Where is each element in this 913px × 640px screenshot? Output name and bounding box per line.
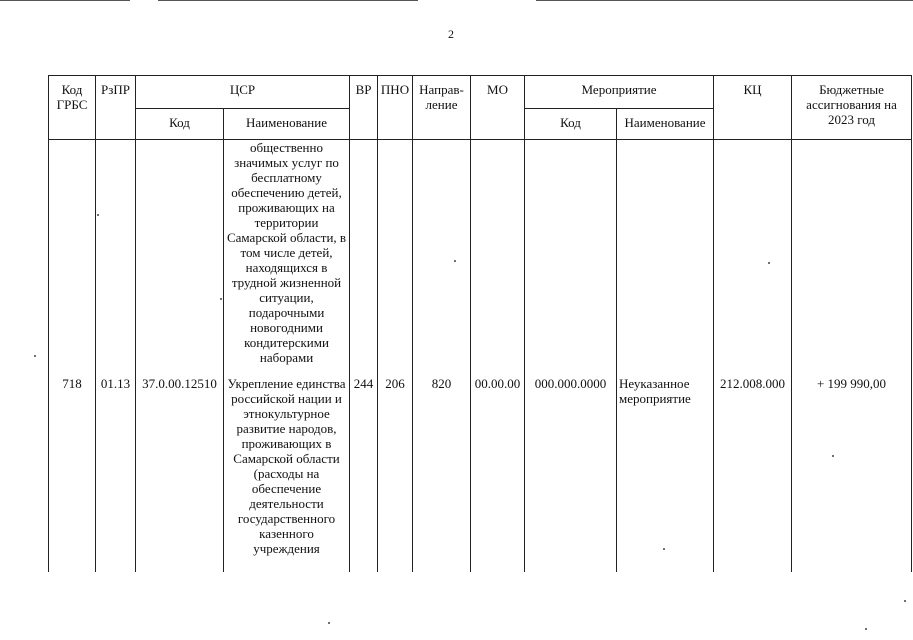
- budget-allocation-table: [48, 75, 912, 572]
- cell-csr-name: Укрепление единства российской нации и этнокультурное развитие народов, проживающих в Самарской области (расходы на обеспечение деятельности государственного казенного учреждения: [224, 368, 350, 572]
- header-mer-kod: Код: [525, 109, 617, 140]
- scan-speck: [328, 622, 330, 624]
- header-vr: ВР: [350, 76, 378, 140]
- header-rzpr: РзПР: [96, 76, 136, 140]
- scan-speck: [97, 214, 99, 216]
- scan-speck: [768, 262, 770, 264]
- scan-edge-line: [158, 0, 418, 1]
- cell-mer-kod: 000.000.0000: [525, 368, 617, 572]
- scan-speck: [663, 548, 665, 550]
- cell-kc: 212.008.000: [714, 368, 792, 572]
- cell-vr: 244: [350, 368, 378, 572]
- cell-mer-name: Неуказанное мероприятие: [617, 368, 714, 572]
- header-csr: ЦСР: [136, 76, 350, 109]
- header-meropriyatie: Мероприятие: [525, 76, 714, 109]
- cell-pno: 206: [378, 368, 413, 572]
- header-row-top: [49, 76, 912, 109]
- page-number: 2: [448, 27, 454, 41]
- header-mo: МО: [471, 76, 525, 140]
- header-napravlenie: Направ-ление: [413, 76, 471, 140]
- cell-budget: + 199 990,00: [792, 368, 912, 572]
- continuation-name-cell: общественно значимых услуг по бесплатному обеспечению детей, проживающих на территории Самарской области, в том числе детей, находящихся в трудной жизненной ситуации, подарочными новогодними кондитерскими наборами: [224, 140, 350, 369]
- scan-speck: [832, 455, 834, 457]
- scan-speck: [34, 355, 36, 357]
- cell-kod-grbs: 718: [49, 368, 96, 572]
- scan-speck: [454, 260, 456, 262]
- scan-speck: [220, 298, 222, 300]
- cell-rzpr: 01.13: [96, 368, 136, 572]
- table-row: [49, 368, 912, 572]
- scan-speck: [865, 628, 867, 630]
- header-budget: Бюджетные ассигнования на 2023 год: [792, 76, 912, 140]
- scan-speck: [904, 600, 906, 602]
- header-pno: ПНО: [378, 76, 413, 140]
- cell-csr-kod: 37.0.00.12510: [136, 368, 224, 572]
- scan-edge-line: [0, 0, 130, 1]
- continuation-row: [49, 140, 912, 369]
- cell-mo: 00.00.00: [471, 368, 525, 572]
- header-mer-name: Наименование: [617, 109, 714, 140]
- cell-napravlenie: 820: [413, 368, 471, 572]
- header-kc: КЦ: [714, 76, 792, 140]
- header-csr-kod: Код: [136, 109, 224, 140]
- scan-edge-line: [536, 0, 913, 1]
- header-kod-grbs: Код ГРБС: [49, 76, 96, 140]
- header-csr-name: Наименование: [224, 109, 350, 140]
